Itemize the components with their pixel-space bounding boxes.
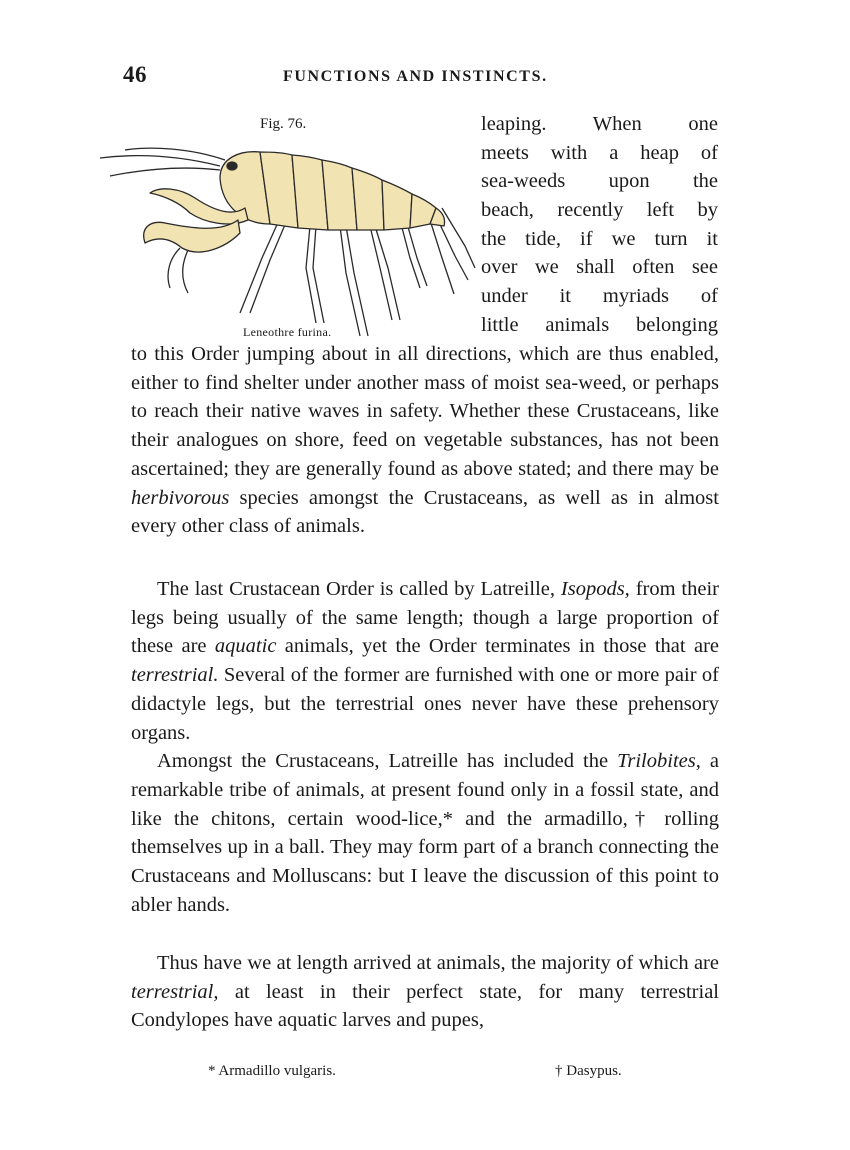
footnote: * Armadillo vulgaris.: [208, 1063, 336, 1079]
paragraph: The last Crustacean Order is called by Latreille, Isopods, from their legs being usually of the same length; though a large proportion of these are aquatic animals, yet the Order terminates in those that are terrestrial. Several of the former are furnished with one or more pair of didactyle legs, but the terrestrial ones never have these prehensory organs.: [131, 578, 719, 744]
text-line: leaping. When one: [481, 113, 718, 135]
text-line: beach, recently left by: [481, 199, 718, 222]
paragraph-terrestrial: [131, 949, 719, 1035]
paragraph: Thus have we at length arrived at animals, the majority of which are terrestrial, at least in their perfect state, for many terrestrial Condylopes have aquatic larves and pupes,: [131, 952, 719, 1032]
page-number: 46: [123, 62, 147, 87]
paragraph: Amongst the Crustaceans, Latreille has included the Trilobites, a remarkable tribe of animals, at present found only in a fossil state, and like the chitons, certain wood-lice,* and the armadillo,† rolling themselves up in a ball. They may form part of a branch connecting the Crustaceans and Molluscans: but I leave the discussion of this point to abler hands.: [131, 750, 719, 916]
italic-term: terrestrial,: [131, 980, 219, 1003]
running-title: FUNCTIONS AND INSTINCTS.: [283, 68, 548, 85]
text-line: over we shall often see: [481, 256, 718, 279]
figure-label: Fig. 76.: [260, 116, 307, 132]
text-line: meets with a heap of: [481, 141, 718, 164]
figure-side-text: [481, 110, 718, 340]
text-line: sea-weeds upon the: [481, 170, 718, 193]
italic-term: aquatic: [214, 635, 277, 658]
footnote: † Dasypus.: [555, 1063, 622, 1079]
paragraph-continuation: [131, 340, 719, 541]
text-line: little animals belonging: [481, 313, 718, 336]
italic-term: Isopods,: [560, 578, 630, 600]
amphipod-illustration: [70, 108, 480, 348]
italic-term: Trilobites,: [617, 750, 701, 773]
italic-term: terrestrial.: [131, 664, 219, 687]
figure-caption: Leneothre furina.: [243, 325, 332, 339]
italic-term: herbivorous: [131, 486, 230, 509]
text-line: the tide, if we turn it: [481, 227, 718, 250]
paragraphs-isopods-trilobites: [131, 575, 719, 919]
text-line: under it myriads of: [481, 285, 718, 308]
paragraph: to this Order jumping about in all directions, which are thus enabled, either to find shelter under another mass of moist sea-weed, or perhaps to reach their native waves in safety. Whether these Crustaceans, like their analogues on shore, feed on vegetable substances, has not been ascertained; they are generally found as above stated; and there may be herbivorous species amongst the Crustaceans, as well as in almost every other class of animals.: [131, 343, 719, 538]
